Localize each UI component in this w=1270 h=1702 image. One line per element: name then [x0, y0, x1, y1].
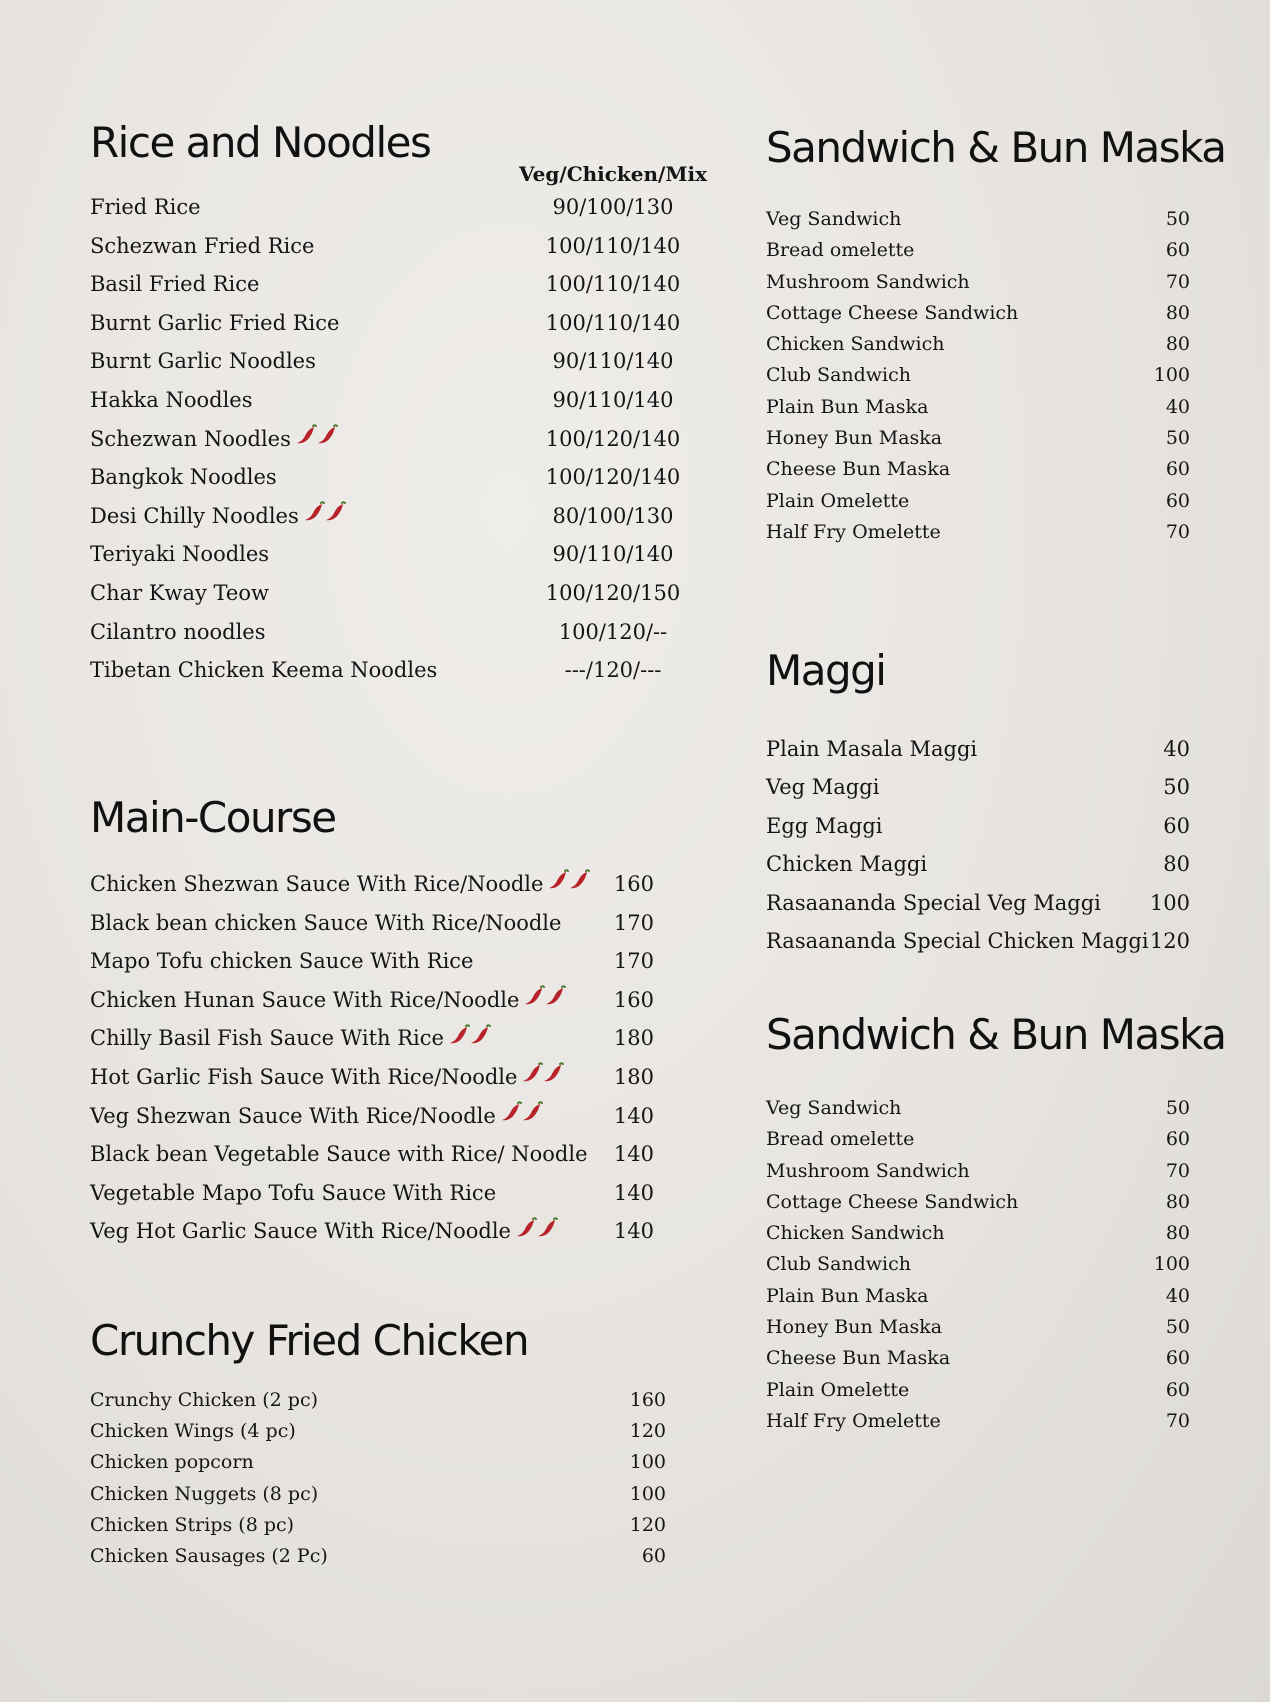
menu-item-price: 60 — [1163, 813, 1190, 838]
menu-item-name: Tibetan Chicken Keema Noodles — [90, 658, 438, 683]
menu-item-price: 120 — [1149, 928, 1190, 953]
menu-item-price: 140 — [613, 1142, 654, 1167]
menu-item-price: 50 — [1165, 1097, 1190, 1119]
chili-icon — [294, 421, 336, 460]
menu-item — [90, 1212, 710, 1251]
menu-item — [766, 360, 1246, 391]
menu-item — [90, 574, 710, 613]
chili-icon — [522, 982, 564, 1021]
menu-item-name: Bread omelette — [766, 239, 915, 262]
menu-item-name: Crunchy Chicken (2 pc) — [90, 1389, 319, 1411]
menu-item-price: 90/110/140 — [552, 542, 674, 567]
chili-icon — [499, 1098, 541, 1137]
menu-item-price: 70 — [1165, 520, 1190, 543]
menu-item-price: 120 — [629, 1513, 666, 1536]
menu-item-name: Club Sandwich — [766, 1253, 912, 1276]
section-title: Crunchy Fried Chicken — [90, 1316, 529, 1365]
menu-item-price: 100 — [629, 1482, 666, 1505]
menu-item-price: 160 — [629, 1389, 666, 1411]
menu-item-name: Chicken Wings (4 pc) — [90, 1420, 296, 1443]
menu-item-label — [90, 420, 336, 460]
menu-item — [90, 1097, 710, 1136]
menu-list — [766, 730, 1246, 960]
menu-item-price: 140 — [613, 1219, 654, 1244]
menu-item-price: 70 — [1165, 1409, 1190, 1432]
menu-item-name: Veg Maggi — [766, 775, 880, 800]
section-title: Sandwich & Bun Maska — [766, 123, 1226, 172]
menu-item — [90, 381, 710, 420]
menu-item-name: Desi Chilly Noodles — [90, 503, 299, 528]
section-title: Sandwich & Bun Maska — [766, 1010, 1226, 1059]
menu-item-price: 80 — [1165, 1190, 1190, 1213]
menu-item — [766, 1218, 1246, 1249]
menu-item-price: 40 — [1165, 1284, 1190, 1307]
chili-icon — [520, 1059, 562, 1098]
menu-item-name: Burnt Garlic Fried Rice — [90, 310, 340, 335]
menu-item-name: Plain Bun Maska — [766, 395, 929, 418]
menu-item-price: 100/120/150 — [545, 580, 681, 605]
menu-item — [90, 1385, 710, 1416]
menu-item-price: 50 — [1165, 427, 1190, 450]
menu-item — [766, 298, 1246, 329]
menu-item — [766, 807, 1246, 845]
menu-item-label — [90, 1097, 541, 1137]
menu-item — [90, 1541, 710, 1572]
menu-item-price: 70 — [1165, 270, 1190, 293]
menu-item-name: Honey Bun Maska — [766, 427, 943, 450]
section-title: Rice and Noodles — [90, 118, 431, 167]
menu-item-price: 40 — [1163, 737, 1190, 761]
fried-chicken-section — [90, 1308, 710, 1578]
menu-item-price: 100 — [1153, 1253, 1190, 1276]
menu-item-price: 50 — [1165, 1316, 1190, 1339]
menu-item — [766, 235, 1246, 266]
menu-item-name: Plain Omelette — [766, 489, 910, 512]
menu-item-price: 60 — [641, 1544, 666, 1567]
menu-item-name: Schezwan Noodles — [90, 426, 291, 451]
menu-item-name: Black bean Vegetable Sauce with Rice/ Noodle — [90, 1142, 588, 1167]
menu-item — [90, 1135, 710, 1174]
menu-item — [766, 922, 1246, 960]
menu-item — [766, 392, 1246, 423]
menu-item-name: Chilly Basil Fish Sauce With Rice — [90, 1026, 444, 1051]
menu-item-price: 60 — [1165, 1128, 1190, 1151]
menu-item — [90, 865, 710, 904]
menu-item-price: 60 — [1165, 1378, 1190, 1401]
menu-item — [90, 904, 710, 943]
menu-list — [90, 865, 710, 1251]
menu-item-price: ---/120/--- — [564, 658, 662, 683]
menu-item-price: 100/120/140 — [545, 426, 681, 451]
menu-item — [766, 1187, 1246, 1218]
menu-item-price: 70 — [1165, 1159, 1190, 1182]
menu-item-price: 160 — [613, 872, 654, 896]
menu-item — [766, 768, 1246, 806]
main-course-section — [90, 785, 710, 1255]
menu-item-label — [90, 865, 588, 905]
menu-item-name: Schezwan Fried Rice — [90, 233, 315, 258]
menu-item-name: Veg Shezwan Sauce With Rice/Noodle — [90, 1103, 496, 1128]
section-title: Maggi — [766, 646, 886, 695]
menu-item-label — [90, 1212, 556, 1252]
menu-item — [90, 651, 710, 690]
menu-item-name: Mushroom Sandwich — [766, 1159, 970, 1182]
menu-item — [766, 1343, 1246, 1374]
menu-item-name: Mushroom Sandwich — [766, 270, 970, 293]
chili-icon — [514, 1214, 556, 1253]
menu-item-price: 50 — [1163, 775, 1190, 800]
menu-item — [90, 227, 710, 266]
menu-item-label — [90, 497, 344, 537]
menu-item — [90, 613, 710, 652]
menu-list — [766, 204, 1246, 548]
menu-list — [90, 188, 710, 690]
menu-item-price: 140 — [613, 1180, 654, 1205]
menu-item-price: 60 — [1165, 239, 1190, 262]
menu-item — [90, 1510, 710, 1541]
menu-item — [766, 204, 1246, 235]
menu-item-name: Bangkok Noodles — [90, 465, 277, 490]
menu-item-name: Chicken Maggi — [766, 852, 928, 877]
menu-item — [90, 942, 710, 981]
menu-item-label — [90, 1019, 489, 1059]
menu-item-price: 60 — [1165, 1347, 1190, 1370]
chili-icon — [302, 498, 344, 537]
menu-item-name: Rasaananda Special Chicken Maggi — [766, 928, 1149, 953]
menu-item — [90, 265, 710, 304]
menu-item-name: Teriyaki Noodles — [90, 542, 270, 567]
menu-item-price: 100/110/140 — [545, 233, 681, 258]
menu-item-name: Cheese Bun Maska — [766, 458, 951, 481]
menu-item — [766, 454, 1246, 485]
menu-item — [90, 535, 710, 574]
menu-item-price: 100/120/140 — [545, 465, 681, 490]
menu-item-price: 180 — [613, 1064, 654, 1089]
menu-item-price: 180 — [613, 1026, 654, 1051]
menu-item-price: 100 — [629, 1451, 666, 1474]
menu-item-name: Cheese Bun Maska — [766, 1347, 951, 1370]
menu-item-price: 100 — [1149, 890, 1190, 915]
menu-item — [766, 845, 1246, 883]
menu-item-price: 100/110/140 — [545, 272, 681, 297]
menu-item — [766, 884, 1246, 922]
menu-item — [90, 304, 710, 343]
menu-item-price: 90/110/140 — [552, 387, 674, 412]
menu-list — [766, 1093, 1246, 1437]
menu-item-price: 80 — [1165, 333, 1190, 356]
menu-item — [90, 1416, 710, 1447]
menu-item-name: Hakka Noodles — [90, 387, 253, 412]
menu-item-price: 170 — [613, 949, 654, 974]
menu-item-price: 100/120/-- — [558, 619, 668, 644]
menu-item-name: Basil Fried Rice — [90, 272, 260, 297]
menu-item-name: Half Fry Omelette — [766, 1409, 941, 1432]
menu-item — [766, 1093, 1246, 1124]
menu-item — [90, 1019, 710, 1058]
chili-icon — [546, 866, 588, 905]
menu-item — [766, 1375, 1246, 1406]
sandwich-section-top — [766, 115, 1246, 555]
menu-item-name: Cottage Cheese Sandwich — [766, 301, 1019, 324]
sandwich-section-bottom — [766, 1002, 1246, 1442]
menu-item-price: 60 — [1165, 458, 1190, 481]
menu-item — [766, 267, 1246, 298]
menu-item-name: Bread omelette — [766, 1128, 915, 1151]
menu-item-name: Hot Garlic Fish Sauce With Rice/Noodle — [90, 1064, 518, 1089]
menu-item — [90, 420, 710, 459]
menu-item — [766, 486, 1246, 517]
rice-noodles-section — [90, 110, 710, 710]
menu-item-name: Burnt Garlic Noodles — [90, 349, 316, 374]
column-header: Veg/Chicken/Mix — [519, 162, 708, 186]
menu-item-price: 100/110/140 — [545, 310, 681, 335]
menu-item — [766, 1312, 1246, 1343]
menu-item-name: Chicken Nuggets (8 pc) — [90, 1482, 319, 1505]
menu-item-name: Veg Sandwich — [766, 1097, 902, 1119]
menu-item-name: Honey Bun Maska — [766, 1316, 943, 1339]
menu-item-price: 140 — [613, 1103, 654, 1128]
menu-item-name: Chicken Sandwich — [766, 1222, 945, 1245]
menu-item — [766, 1124, 1246, 1155]
menu-item — [766, 423, 1246, 454]
menu-item-price: 90/110/140 — [552, 349, 674, 374]
menu-item — [90, 497, 710, 536]
menu-item-name: Char Kway Teow — [90, 580, 269, 605]
menu-item — [766, 517, 1246, 548]
menu-item-name: Fried Rice — [90, 195, 201, 219]
menu-item-name: Veg Hot Garlic Sauce With Rice/Noodle — [90, 1219, 511, 1244]
menu-item-name: Chicken popcorn — [90, 1451, 254, 1474]
menu-item — [766, 1281, 1246, 1312]
menu-item-name: Plain Omelette — [766, 1378, 910, 1401]
menu-item-price: 170 — [613, 910, 654, 935]
menu-item-name: Cottage Cheese Sandwich — [766, 1190, 1019, 1213]
menu-item-name: Chicken Hunan Sauce With Rice/Noodle — [90, 987, 520, 1012]
menu-item-price: 50 — [1165, 208, 1190, 230]
menu-item-name: Club Sandwich — [766, 364, 912, 387]
menu-item-name: Egg Maggi — [766, 813, 883, 838]
menu-item-name: Chicken Sandwich — [766, 333, 945, 356]
menu-item-price: 100 — [1153, 364, 1190, 387]
menu-item-price: 40 — [1165, 395, 1190, 418]
menu-item — [90, 1479, 710, 1510]
menu-item — [90, 1058, 710, 1097]
section-title: Main-Course — [90, 793, 336, 842]
menu-item-name: Chicken Strips (8 pc) — [90, 1513, 295, 1536]
menu-item — [766, 1406, 1246, 1437]
menu-item — [90, 1174, 710, 1213]
chili-icon — [447, 1021, 489, 1060]
menu-item-price: 120 — [629, 1420, 666, 1443]
menu-item-price: 90/100/130 — [552, 195, 674, 219]
menu-item-price: 80/100/130 — [552, 503, 674, 528]
menu-item-price: 80 — [1165, 301, 1190, 324]
menu-item-name: Plain Bun Maska — [766, 1284, 929, 1307]
menu-item — [90, 188, 710, 227]
menu-item-label — [90, 981, 564, 1021]
menu-item — [766, 329, 1246, 360]
menu-item-price: 60 — [1165, 489, 1190, 512]
menu-item-name: Veg Sandwich — [766, 208, 902, 230]
menu-item-name: Cilantro noodles — [90, 619, 266, 644]
menu-item-name: Plain Masala Maggi — [766, 737, 978, 761]
menu-list — [90, 1385, 710, 1572]
menu-item-label — [90, 1058, 562, 1098]
menu-item — [766, 730, 1246, 768]
menu-item — [90, 981, 710, 1020]
menu-item-price: 160 — [613, 987, 654, 1012]
menu-item — [90, 458, 710, 497]
menu-item — [90, 342, 710, 381]
menu-item — [90, 1447, 710, 1478]
menu-item-name: Rasaananda Special Veg Maggi — [766, 890, 1101, 915]
menu-item-price: 80 — [1163, 852, 1190, 877]
menu-item-name: Chicken Shezwan Sauce With Rice/Noodle — [90, 872, 544, 896]
menu-item-name: Mapo Tofu chicken Sauce With Rice — [90, 949, 474, 974]
menu-item — [766, 1156, 1246, 1187]
maggi-section — [766, 638, 1246, 958]
menu-item-name: Chicken Sausages (2 Pc) — [90, 1544, 328, 1567]
menu-item-name: Vegetable Mapo Tofu Sauce With Rice — [90, 1180, 497, 1205]
menu-item-price: 80 — [1165, 1222, 1190, 1245]
menu-item-name: Black bean chicken Sauce With Rice/Noodle — [90, 910, 562, 935]
menu-item — [766, 1249, 1246, 1280]
menu-item-name: Half Fry Omelette — [766, 520, 941, 543]
